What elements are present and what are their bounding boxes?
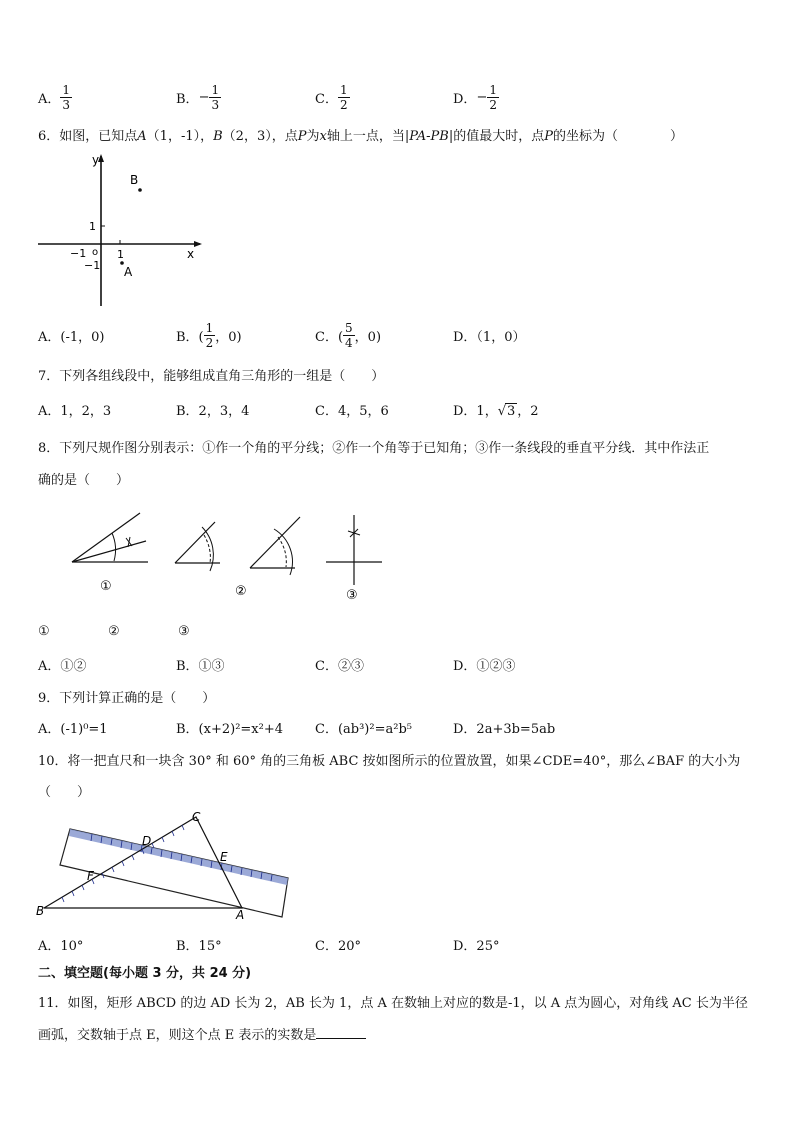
tick-x-1: 1 [117,248,124,261]
label-c: C [192,810,201,824]
point-b-label: B [130,173,139,187]
sqrt-sign: √ [497,404,506,419]
tick-y-1: 1 [89,220,96,233]
x-axis-arrow [194,241,202,247]
q8-row-label-2: ② [108,624,120,639]
figure-4-perpendicular [326,515,382,585]
ruler-triangle-figure [32,803,302,923]
q8-option-c: C．②③ [315,659,364,674]
q5-option-a: A． $\frac{1}{3}$ [38,82,71,112]
section-heading: 二、填空题(每小题 3 分，共 24 分) [38,966,252,981]
tick-x-neg1: −1 [70,247,87,260]
q5-option-b: B． − $\frac{1}{3}$ [176,82,220,112]
q8-option-b: B．①③ [176,659,225,674]
q9-option-c: C．(ab³)²=a²b⁵ [315,722,412,737]
q11-stem-line1: 11．如图，矩形 ABCD 的边 AD 长为 2，AB 长为 1，点 A 在数轴上对应的数是-1，以 A 点为圆心，对角线 AC 长为半径 [38,996,748,1011]
q11-stem-line2: 画弧，交数轴于点 E，则这个点 E 表示的实数是 [38,1024,366,1043]
label-a: A [236,908,245,922]
construction-figures [60,505,400,605]
label-f: F [87,869,94,883]
q7-option-c: C．4，5，6 [315,404,389,419]
figure-1-label: ① [100,579,112,594]
answer-blank [316,1026,366,1039]
tick-y-neg1: −1 [84,259,101,272]
q5-option-c: C． $\frac{1}{2}$ [315,82,348,112]
figure-3-angle [250,517,300,575]
q5-option-d: D． − $\frac{1}{2}$ [453,82,497,112]
q8-option-d: D．①②③ [453,659,516,674]
q7-stem: 7．下列各组线段中，能够组成直角三角形的一组是（ ） [38,369,385,384]
q8-stem-line2: 确的是（ ） [38,473,130,488]
q10-option-d: D．25° [453,939,500,954]
q9-option-d: D．2a+3b=5ab [453,722,556,737]
q8-row-label-3: ③ [178,624,190,639]
q10-option-a: A．10° [38,939,84,954]
label-b: B [36,904,45,918]
q6-option-c: C．( $\frac{5}{4}$ ，0) [315,320,382,350]
label-e: E [220,850,228,864]
x-axis-label: x [187,247,195,261]
q8-stem-line1: 8．下列尺规作图分别表示：①作一个角的平分线；②作一个角等于已知角；③作一条线段的垂直平分线．其中作法正 [38,441,710,456]
fraction: $\frac{1}{2}$ [205,320,214,350]
q9-stem: 9．下列计算正确的是（ ） [38,691,216,706]
q8-option-a: A．①② [38,659,87,674]
fraction: $\frac{1}{3}$ [211,82,220,112]
q10-stem-line2: （ ） [38,785,91,800]
q10-option-b: B．15° [176,939,222,954]
q7-option-d: D．1，√3 ，2 [453,404,539,419]
label-d: D [142,834,152,848]
q10-stem-line1: 10．将一把直尺和一块含 30° 和 60° 角的三角板 ABC 按如图所示的位置放置，如果∠CDE=40°，那么∠BAF 的大小为 [38,754,741,769]
q6-option-a: A．(-1，0) [38,329,105,345]
q10-option-c: C．20° [315,939,361,954]
q7-option-b: B．2，3，4 [176,404,250,419]
q6-stem: 6．如图，已知点A（1，-1），B（2，3），点P为x轴上一点，当|PA-PB|的值最大时，点P的坐标为（ ） [38,129,684,144]
q8-row-label-1: ① [38,624,50,639]
fraction: $\frac{1}{2}$ [339,82,348,112]
q9-option-a: A．(-1)⁰=1 [38,722,108,737]
figure-2-equal-angle [175,522,220,571]
point-b [138,188,142,192]
figure-2-label: ② [235,584,247,599]
figure-3-label: ③ [346,588,358,603]
origin-label: o [92,247,99,258]
fraction: $\frac{1}{3}$ [62,82,71,112]
q9-option-b: B．(x+2)²=x²+4 [176,722,284,737]
q7-option-a: A．1，2，3 [38,404,112,419]
point-a-label: A [124,265,133,279]
figure-1-bisector [72,513,148,562]
q6-option-b: B．( $\frac{1}{2}$ ，0) [176,320,242,350]
y-axis-label: y [92,153,100,167]
coordinate-graph [34,148,214,313]
fraction: $\frac{5}{4}$ [345,320,353,350]
fraction: $\frac{1}{2}$ [489,82,497,112]
q6-option-d: D．（1，0） [453,329,526,345]
